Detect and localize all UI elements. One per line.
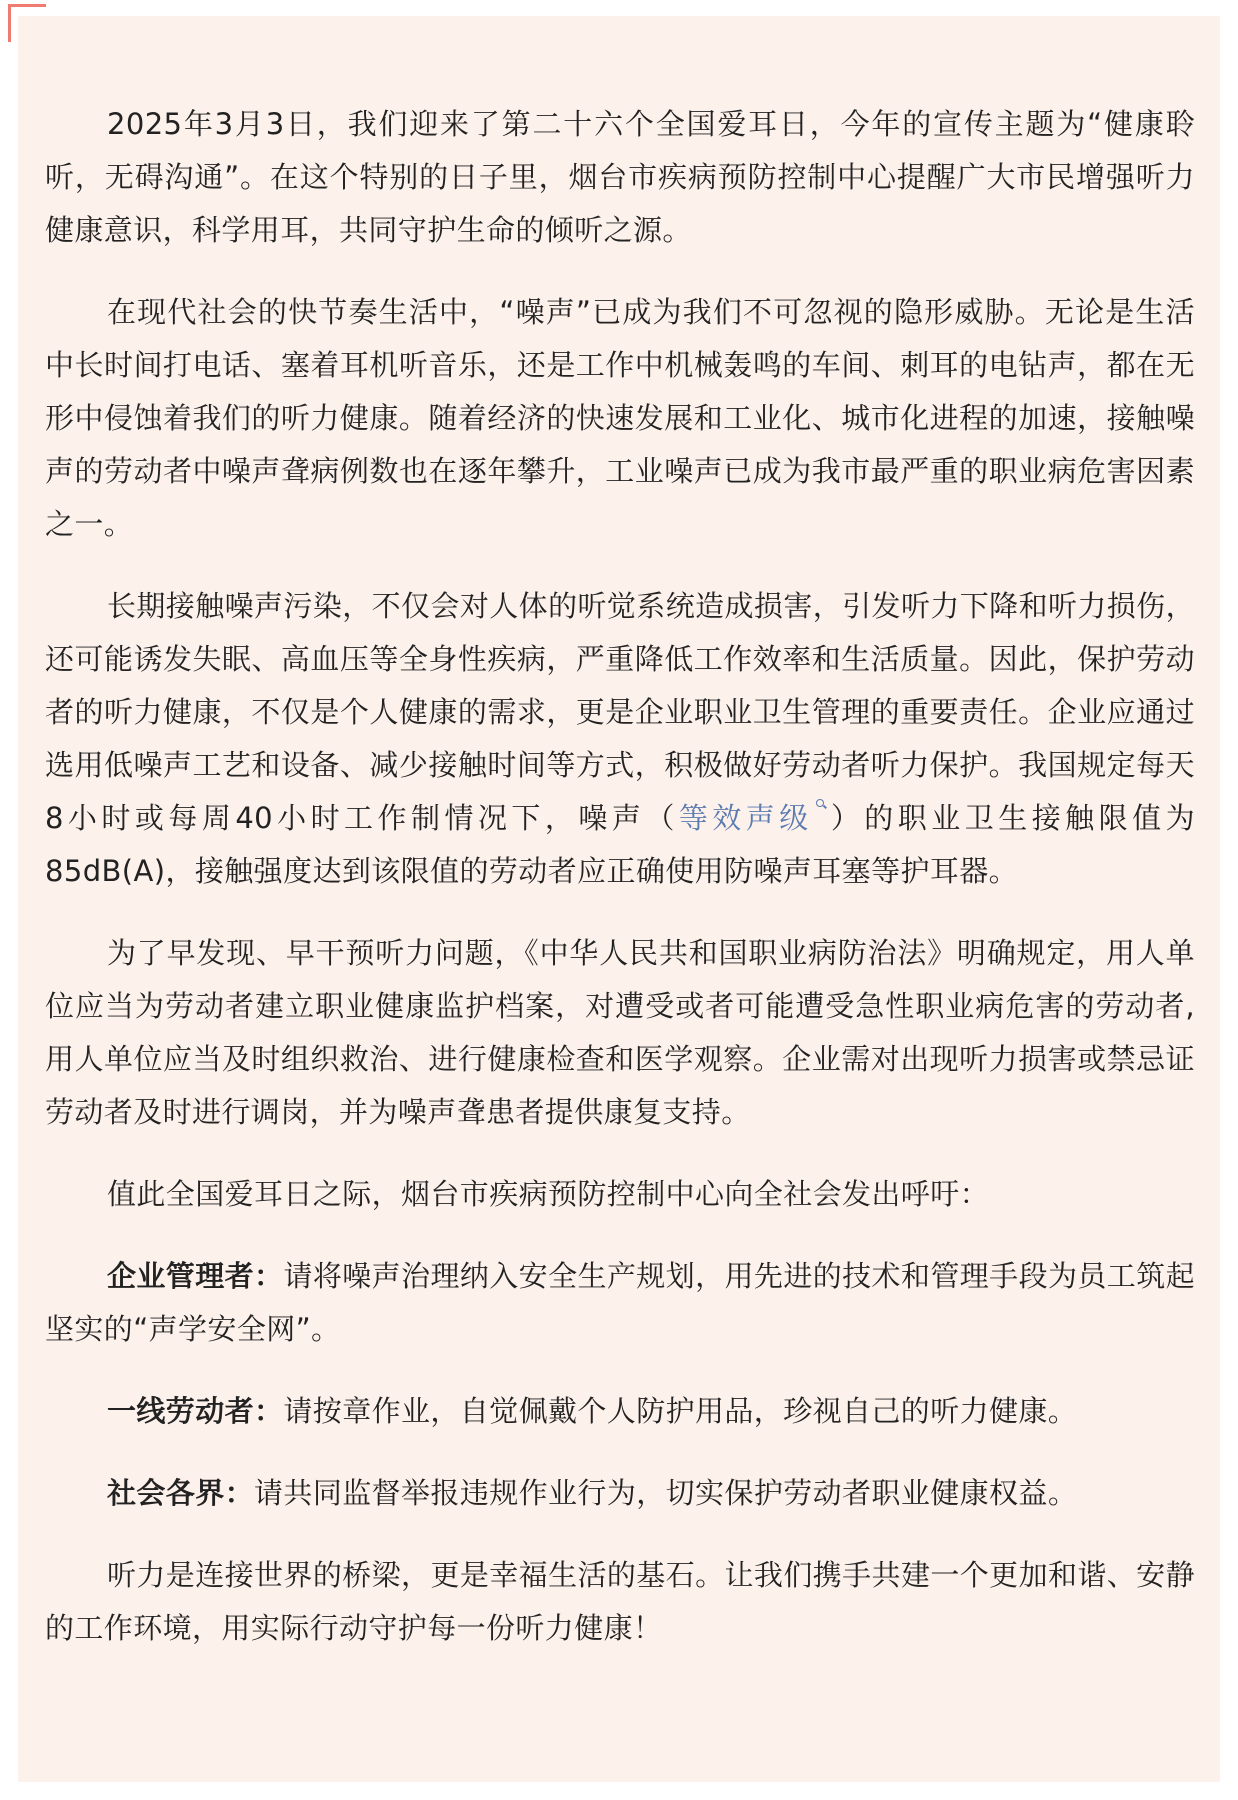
paragraph-society [45,1467,1195,1520]
paragraph-text: ）的职业卫生接触限值为85dB(A)，接触强度达到该限值的劳动者应正确使用防噪声耳塞等护耳器。 [45,801,1195,888]
paragraph-appeal: 值此全国爱耳日之际，烟台市疾病预防控制中心向全社会发出呼吁： [107,1177,990,1211]
article-body [45,98,1195,1655]
search-icon [816,799,827,810]
term-link-label: 等效声级 [678,801,813,835]
lead-managers: 企业管理者： [107,1259,284,1293]
paragraph-managers [45,1250,1195,1356]
lead-society: 社会各界： [107,1476,255,1510]
article-card [18,16,1220,1782]
paragraph-closing: 听力是连接世界的桥梁，更是幸福生活的基石。让我们携手共建一个更加和谐、安静的工作环境，用实际行动守护每一份听力健康！ [45,1558,1195,1645]
paragraph-text: 请共同监督举报违规作业行为，切实保护劳动者职业健康权益。 [254,1476,1078,1510]
paragraph-hearing-protection [45,580,1195,898]
paragraph-law: 为了早发现、早干预听力问题，《中华人民共和国职业病防治法》明确规定，用人单位应当为劳动者建立职业健康监护档案，对遭受或者可能遭受急性职业病危害的劳动者,用人单位应当及时组织救治、进行健康检查和医学观察。企业需对出现听力损害或禁忌证劳动者及时进行调岗，并为噪声聋患者提供康复支持。 [45,936,1195,1129]
paragraph-text: 长期接触噪声污染，不仅会对人体的听觉系统造成损害，引发听力下降和听力损伤，还可能诱发失眠、高血压等全身性疾病，严重降低工作效率和生活质量。因此，保护劳动者的听力健康，不仅是个人健康的需求，更是企业职业卫生管理的重要责任。企业应通过选用低噪声工艺和设备、减少接触时间等方式，积极做好劳动者听力保护。我国规定每天8小时或每周40小时工作制情况下，噪声（ [45,589,1195,835]
paragraph-noise-threat: 在现代社会的快节奏生活中，“噪声”已成为我们不可忽视的隐形威胁。无论是生活中长时间打电话、塞着耳机听音乐，还是工作中机械轰鸣的车间、刺耳的电钻声，都在无形中侵蚀着我们的听力健康。随着经济的快速发展和工业化、城市化进程的加速，接触噪声的劳动者中噪声聋病例数也在逐年攀升，工业噪声已成为我市最严重的职业病危害因素之一。 [45,295,1195,541]
term-link-equivalent-sound-level[interactable] [679,801,827,835]
lead-workers: 一线劳动者： [107,1394,284,1428]
paragraph-text: 请按章作业，自觉佩戴个人防护用品，珍视自己的听力健康。 [283,1394,1078,1428]
paragraph-text: 请将噪声治理纳入安全生产规划，用先进的技术和管理手段为员工筑起坚实的“声学安全网”。 [45,1259,1195,1346]
paragraph-intro: 2025年3月3日，我们迎来了第二十六个全国爱耳日，今年的宣传主题为“健康聆听，无碍沟通”。在这个特别的日子里，烟台市疾病预防控制中心提醒广大市民增强听力健康意识，科学用耳，共同守护生命的倾听之源。 [45,107,1195,247]
paragraph-workers [45,1385,1195,1438]
